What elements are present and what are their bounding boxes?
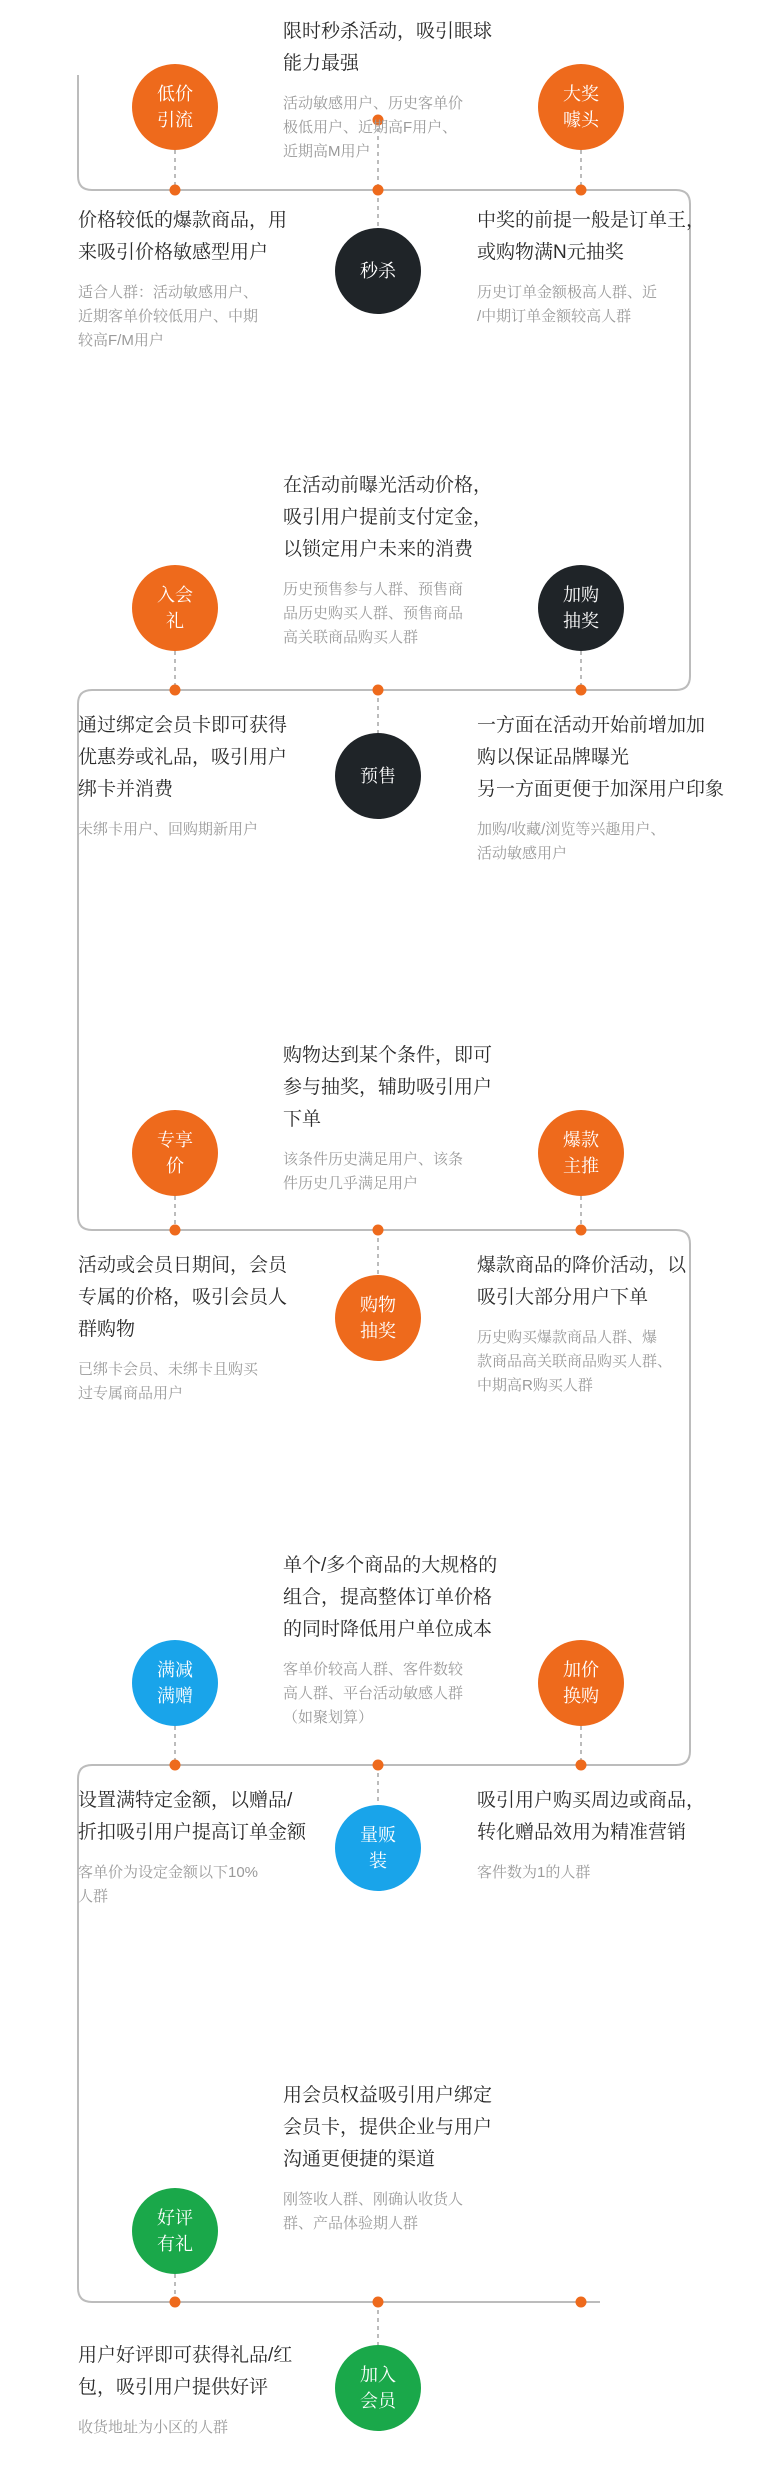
node-grand-prize: 大奖 噱头	[538, 64, 624, 150]
connector-dot	[170, 1225, 181, 1236]
left-description-2	[78, 710, 328, 842]
node-cart-lottery: 加购 抽奖	[538, 565, 624, 651]
top-description-4	[283, 1550, 533, 1730]
right-description-2	[477, 710, 727, 866]
top-description-audience: 刚签收人群、刚确认收货人 群、产品体验期人群	[283, 2191, 464, 2232]
node-presale: 预售	[335, 733, 421, 819]
top-description-main: 单个/多个商品的大规格的 组合，提高整体订单价格 的同时降低用户单位成本	[283, 1555, 498, 1640]
left-description-5	[78, 2340, 328, 2440]
right-description-audience: 历史订单金额极高人群、近 /中期订单金额较高人群	[477, 284, 658, 325]
connector-dot	[373, 2297, 384, 2308]
connector-dot	[576, 2297, 587, 2308]
connector-dot	[170, 2297, 181, 2308]
left-description-main: 通过绑定会员卡即可获得 优惠券或礼品，吸引用户 绑卡并消费	[78, 715, 288, 800]
right-description-main: 一方面在活动开始前增加加 购以保证品牌曝光 另一方面更便于加深用户印象	[477, 715, 725, 800]
node-bulk-pack: 量贩 装	[335, 1805, 421, 1891]
top-description-1	[283, 16, 533, 164]
node-add-price-exchange: 加价 换购	[538, 1640, 624, 1726]
connector-dot	[576, 185, 587, 196]
top-description-main: 用会员权益吸引用户绑定 会员卡，提供企业与用户 沟通更便捷的渠道	[283, 2085, 493, 2170]
node-purchase-lottery: 购物 抽奖	[335, 1275, 421, 1361]
node-exclusive-price: 专享 价	[132, 1110, 218, 1196]
right-description-main: 吸引用户购买周边或商品， 转化赠品效用为精准营销	[477, 1790, 706, 1843]
top-description-audience: 历史预售参与人群、预售商 品历史购买人群、预售商品 高关联商品购买人群	[283, 581, 464, 646]
left-description-main: 价格较低的爆款商品，用 来吸引价格敏感型用户	[78, 210, 288, 263]
left-description-1	[78, 205, 328, 353]
left-description-audience: 收货地址为小区的人群	[78, 2419, 229, 2436]
node-discount-gift: 满减 满赠	[132, 1640, 218, 1726]
right-description-1	[477, 205, 727, 329]
left-description-audience: 客单价为设定金额以下10% 人群	[78, 1864, 259, 1905]
left-description-audience: 未绑卡用户、回购期新用户	[78, 821, 259, 838]
right-description-audience: 历史购买爆款商品人群、爆 款商品高关联商品购买人群、 中期高R购买人群	[477, 1329, 673, 1394]
left-description-main: 用户好评即可获得礼品/红 包，吸引用户提供好评	[78, 2345, 293, 2398]
connector-dot	[576, 1760, 587, 1771]
node-join-membership: 加入 会员	[335, 2345, 421, 2431]
right-description-main: 中奖的前提一般是订单王， 或购物满N元抽奖	[477, 210, 706, 263]
right-description-3	[477, 1250, 727, 1398]
connector-dot	[373, 1225, 384, 1236]
left-description-audience: 已绑卡会员、未绑卡且购买 过专属商品用户	[78, 1361, 259, 1402]
connector-dot	[576, 685, 587, 696]
top-description-main: 购物达到某个条件，即可 参与抽奖，辅助吸引用户 下单	[283, 1045, 493, 1130]
left-description-main: 设置满特定金额，以赠品/ 折扣吸引用户提高订单金额	[78, 1790, 307, 1843]
right-description-audience: 加购/收藏/浏览等兴趣用户、 活动敏感用户	[477, 821, 666, 862]
node-membership-gift: 入会 礼	[132, 565, 218, 651]
top-description-main: 限时秒杀活动，吸引眼球 能力最强	[283, 21, 493, 74]
left-description-main: 活动或会员日期间，会员 专属的价格，吸引会员人 群购物	[78, 1255, 288, 1340]
connector-dot	[373, 1760, 384, 1771]
node-flash-sale: 秒杀	[335, 228, 421, 314]
top-description-2	[283, 470, 533, 650]
left-description-3	[78, 1250, 328, 1406]
top-description-audience: 该条件历史满足用户、该条 件历史几乎满足用户	[283, 1151, 464, 1192]
left-description-audience: 适合人群：活动敏感用户、 近期客单价较低用户、中期 较高F/M用户	[78, 284, 259, 349]
connector-dot	[373, 185, 384, 196]
top-description-audience: 客单价较高人群、客件数较 高人群、平台活动敏感人群 （如聚划算）	[283, 1661, 464, 1726]
connector-dot	[576, 1225, 587, 1236]
top-description-5	[283, 2080, 533, 2236]
right-description-audience: 客件数为1的人群	[477, 1864, 591, 1881]
connector-dot	[170, 185, 181, 196]
top-description-3	[283, 1040, 533, 1196]
left-description-4	[78, 1785, 328, 1909]
right-description-4	[477, 1785, 727, 1885]
top-description-main: 在活动前曝光活动价格， 吸引用户提前支付定金， 以锁定用户未来的消费	[283, 475, 493, 560]
connector-dot	[170, 1760, 181, 1771]
node-hot-item-push: 爆款 主推	[538, 1110, 624, 1196]
node-low-price-traffic: 低价 引流	[132, 64, 218, 150]
top-description-audience: 活动敏感用户、历史客单价 极低用户、近期高F用户、 近期高M用户	[283, 95, 464, 160]
right-description-main: 爆款商品的降价活动，以 吸引大部分用户下单	[477, 1255, 687, 1308]
connector-dot	[170, 685, 181, 696]
connector-dot	[373, 685, 384, 696]
node-review-gift: 好评 有礼	[132, 2188, 218, 2274]
